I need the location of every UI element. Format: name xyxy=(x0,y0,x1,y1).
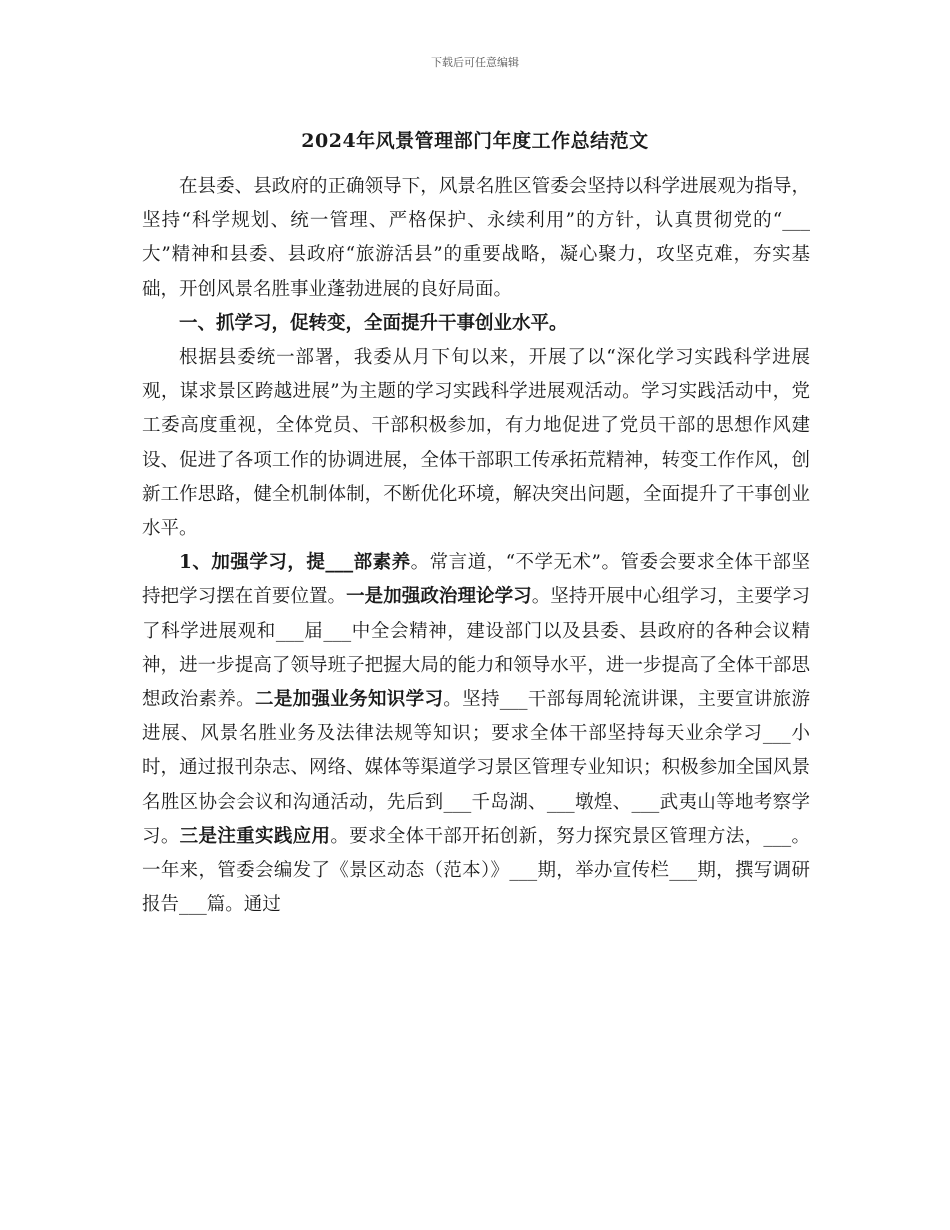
page-header: 下载后可任意编辑 xyxy=(431,56,519,69)
text-run: 。常言道，“不学无术”。管委会要求全体干部坚持把学习摆在首要位置。 xyxy=(142,552,810,608)
intro-paragraph: 在县委、县政府的正确领导下，风景名胜区管委会坚持以科学进展观为指导，坚持“科学规划、统一管理、严格保护、永续利用”的方针，认真贯彻党的“___大”精神和县委、县政府“旅游活县”的重要战略，凝心聚力，攻坚克难，夯实基础，开创风景名胜事业蓬勃进展的良好局面。 xyxy=(142,176,810,300)
point-3-label: 三是注重实践应用 xyxy=(179,825,331,847)
text-run: 。要求全体干部开拓创新，努力探究景区管理方法，___。一年来，管委会编发了《景区动态（范本）》___期，举办宣传栏___期，撰写调研报告___篇。通过 xyxy=(142,825,810,916)
document-title: 2024年风景管理部门年度工作总结范文 xyxy=(301,130,649,152)
section-heading-1: 一、抓学习，促转变，全面提升干事创业水平。 xyxy=(179,312,568,334)
subsection-1-title: 1、加强学习，提___部素养 xyxy=(179,552,411,574)
text-run: 。坚持开展中心组学习，主要学习了科学进展观和___届___中全会精神，建设部门以及县委、县政府的各种会议精神，进一步提高了领导班子把握大局的能力和领导水平，进一步提高了全体干部思想政治素养。 xyxy=(142,586,810,711)
section-1-paragraph: 根据县委统一部署，我委从月下旬以来，开展了以“深化学习实践科学进展观，谋求景区跨越进展”为主题的学习实践科学进展观活动。学习实践活动中，党工委高度重视，全体党员、干部积极参加，有力地促进了党员干部的思想作风建设、促进了各项工作的协调进展，全体干部职工传承拓荒精神，转变工作作风，创新工作思路，健全机制体制，不断优化环境，解决突出问题，全面提升了干事创业水平。 xyxy=(142,347,810,540)
text-run: 。坚持___干部每周轮流讲课，主要宣讲旅游进展、风景名胜业务及法律法规等知识；要求全体干部坚持每天业余学习___小时，通过报刊杂志、网络、媒体等渠道学习景区管理专业知识；积极参加全国风景名胜区协会会议和沟通活动，先后到___千岛湖、___墩煌、___武夷山等地考察学习。 xyxy=(142,689,810,847)
document-body xyxy=(142,170,810,922)
point-2-label: 二是加强业务知识学习 xyxy=(254,689,444,711)
point-1-label: 一是加强政治理论学习 xyxy=(346,586,532,608)
subsection-1-paragraph xyxy=(142,546,810,922)
